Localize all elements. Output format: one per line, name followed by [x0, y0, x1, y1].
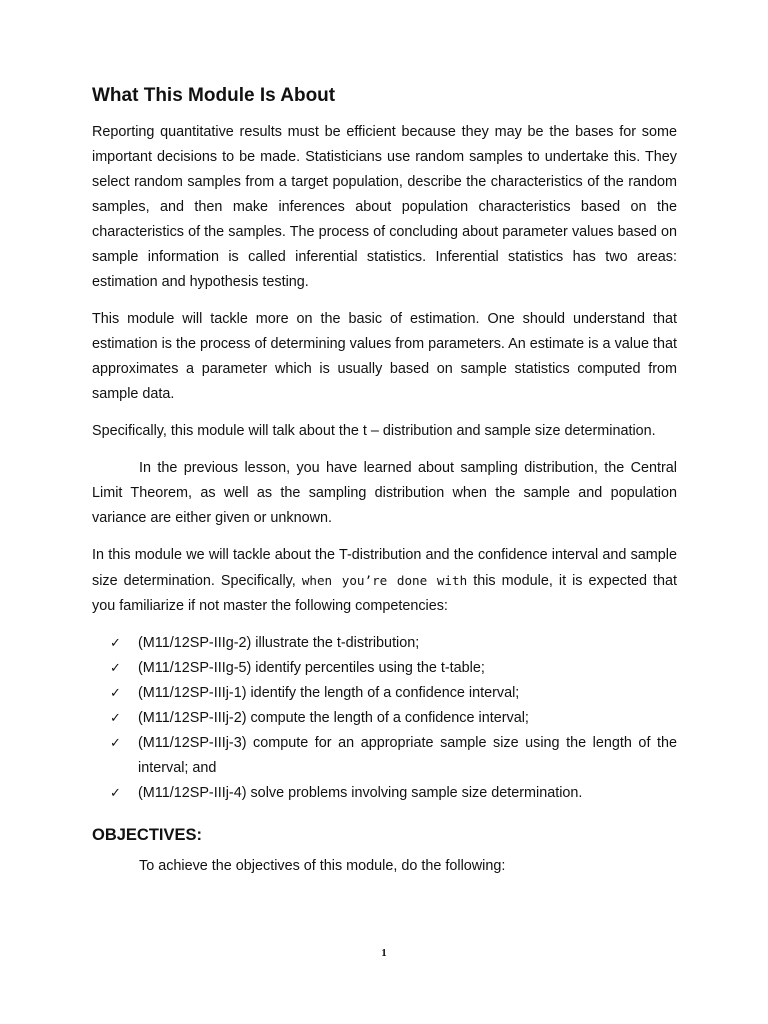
paragraph-estimation: This module will tackle more on the basic of estimation. One should understand that estimation is the process of determining values from parameters. An estimate is a value that approximates a parameter which is usually based on sample statistics computed from sample data. [92, 311, 677, 402]
checkmark-icon: ✓ [110, 661, 121, 676]
document-page [92, 84, 677, 879]
checkmark-icon: ✓ [110, 711, 121, 726]
competency-text: (M11/12SP-IIIg-5) identify percentiles using the t-table; [138, 660, 485, 676]
competency-text: (M11/12SP-IIIj-3) compute for an appropriate sample size using the length of the interval; and [138, 735, 677, 776]
intro-text-after: this module, it is expected that you familiarize if not master the following competencies: [92, 573, 677, 614]
paragraph-competencies-intro [92, 543, 677, 619]
checkmark-icon: ✓ [110, 686, 121, 701]
competency-item [92, 656, 677, 681]
competency-list [92, 631, 677, 806]
competency-text: (M11/12SP-IIIj-4) solve problems involving sample size determination. [138, 785, 583, 801]
paragraph-specifically: Specifically, this module will talk about the t – distribution and sample size determination. [92, 423, 656, 439]
competency-text: (M11/12SP-IIIg-2) illustrate the t-distribution; [138, 635, 420, 651]
checkmark-icon: ✓ [110, 636, 121, 651]
competency-text: (M11/12SP-IIIj-1) identify the length of a confidence interval; [138, 685, 520, 701]
competency-item [92, 681, 677, 706]
competency-item [92, 781, 677, 806]
competency-text: (M11/12SP-IIIj-2) compute the length of a confidence interval; [138, 710, 529, 726]
intro-text-mono: when you’re done with [301, 573, 468, 588]
objectives-text: To achieve the objectives of this module, do the following: [139, 858, 506, 874]
objectives-heading: OBJECTIVES: [92, 826, 203, 844]
paragraph-intro: Reporting quantitative results must be efficient because they may be the bases for some important decisions to be made. Statisticians use random samples to undertake this. They select random samples from a target population, describe the characteristics of the random samples, and then make inferences about population characteristics based on the characteristics of the samples. The process of concluding about parameter values based on sample information is called inferential statistics. Inferential statistics has two areas: estimation and hypothesis testing. [92, 124, 677, 290]
checkmark-icon: ✓ [110, 786, 121, 801]
checkmark-icon: ✓ [110, 736, 121, 751]
competency-item [92, 731, 677, 781]
module-title: What This Module Is About [92, 85, 336, 106]
paragraph-previous-lesson: In the previous lesson, you have learned about sampling distribution, the Central Limit Theorem, as well as the sampling distribution when the sample and population variance are either given or unknown. [92, 460, 677, 526]
competency-item [92, 706, 677, 731]
intro-text-before: In this module we will tackle about the T-distribution and the confidence interval and sample size determination. Specifically, [92, 547, 677, 589]
page-number: 1 [381, 947, 387, 959]
competency-item [92, 631, 677, 656]
